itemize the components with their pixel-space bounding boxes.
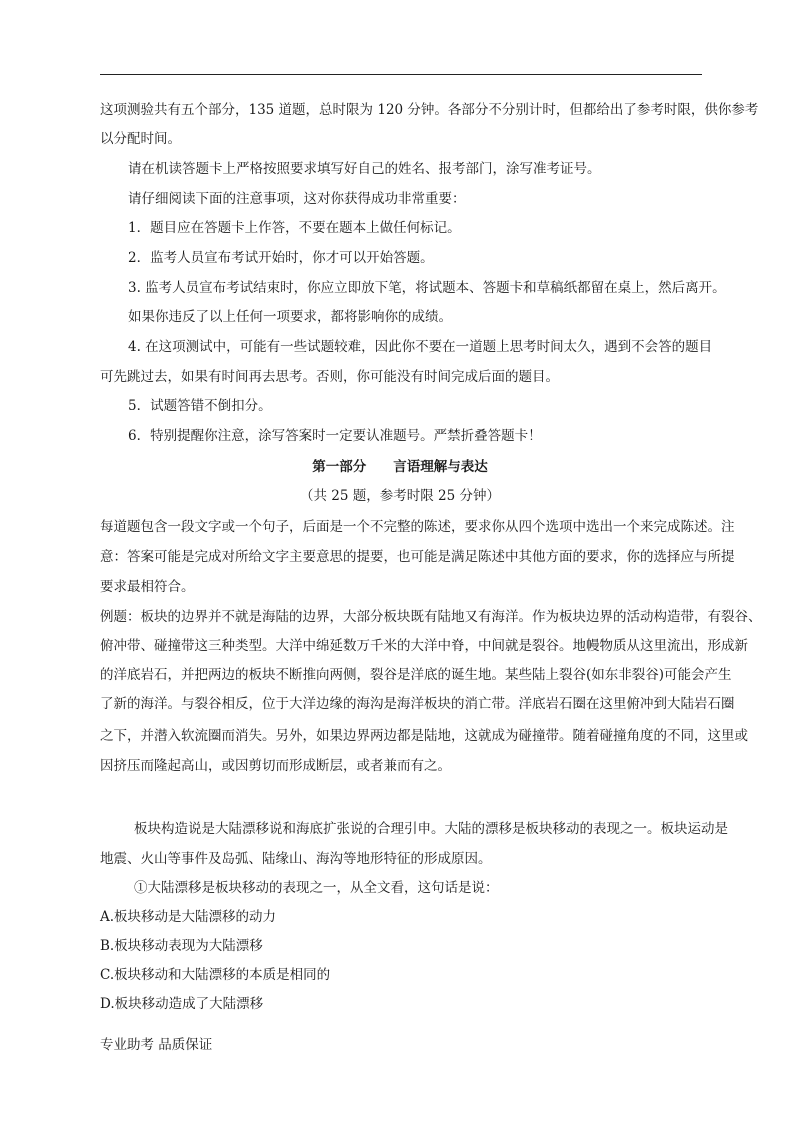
section-subtitle: （共 25 题，参考时限 25 分钟） [299, 488, 501, 504]
example-line-4: 了新的海洋。与裂谷相反，位于大洋边缘的海沟是海洋板块的消亡带。洋底岩石圈在这里俯冲到大陆岩石圈 [100, 696, 735, 712]
section-title: 第一部分 言语理解与表达 [312, 459, 488, 475]
option-c: C.板块移动和大陆漂移的本质是相同的 [100, 967, 331, 983]
option-a: A.板块移动是大陆漂移的动力 [100, 909, 277, 925]
passage-line-1: 板块构造说是大陆漂移说和海底扩张说的合理引申。大陆的漂移是板块移动的表现之一。板块运动是 [134, 821, 728, 837]
header-rule [100, 74, 702, 75]
note-3: 3. 监考人员宣布考试结束时，你应立即放下笔，将试题本、答题卡和草稿纸都留在桌上，然后离开。 [128, 280, 726, 296]
footer-slogan: 专业助考 品质保证 [100, 1037, 213, 1053]
example-line-1: 例题：板块的边界并不就是海陆的边界，大部分板块既有陆地又有海洋。作为板块边界的活动构造带，有裂谷、 [100, 609, 762, 625]
note-1: 1．题目应在答题卡上作答，不要在题本上做任何标记。 [128, 220, 461, 236]
option-b: B.板块移动表现为大陆漂移 [100, 938, 263, 954]
note-5: 5．试题答错不倒扣分。 [128, 398, 272, 414]
example-line-2: 俯冲带、碰撞带这三种类型。大洋中绵延数万千米的大洋中脊，中间就是裂谷。地幔物质从这里流出，形成新 [100, 638, 748, 654]
question-stem: ①大陆漂移是板块移动的表现之一，从全文看，这句话是说： [134, 880, 499, 896]
instruction-read-notes: 请仔细阅读下面的注意事项，这对你获得成功非常重要： [128, 191, 466, 207]
example-line-6: 因挤压而隆起高山，或因剪切而形成断层，或者兼而有之。 [100, 758, 451, 774]
note-4-line-1: 4. 在这项测试中，可能有一些试题较难，因此你不要在一道题上思考时间太久，遇到不会答的题目 [128, 339, 713, 355]
note-violation: 如果你违反了以上任何一项要求，都将影响你的成绩。 [128, 309, 452, 325]
example-line-5: 之下，并潜入软流圈而消失。另外，如果边界两边都是陆地，这就成为碰撞带。随着碰撞角度的不同，这里或 [100, 728, 748, 744]
example-line-3: 的洋底岩石，并把两边的板块不断推向两侧，裂谷是洋底的诞生地。某些陆上裂谷(如东非裂谷)可能会产生 [100, 667, 732, 683]
note-4-line-2: 可先跳过去，如果有时间再去思考。否则，你可能没有时间完成后面的题目。 [100, 369, 559, 385]
note-6: 6．特别提醒你注意，涂写答案时一定要认准题号。严禁折叠答题卡！ [128, 428, 542, 444]
option-d: D.板块移动造成了大陆漂移 [100, 996, 264, 1012]
directions-line-2: 意：答案可能是完成对所给文字主要意思的提要，也可能是满足陈述中其他方面的要求，你的选择应与所提 [100, 549, 735, 565]
directions-line-1: 每道题包含一段文字或一个句子，后面是一个不完整的陈述，要求你从四个选项中选出一个来完成陈述。注 [100, 519, 735, 535]
note-2: 2．监考人员宣布考试开始时，你才可以开始答题。 [128, 250, 434, 266]
passage-line-2: 地震、火山等事件及岛弧、陆缘山、海沟等地形特征的形成原因。 [100, 851, 492, 867]
instruction-fill-card: 请在机读答题卡上严格按照要求填写好自己的姓名、报考部门，涂写准考证号。 [128, 161, 601, 177]
intro-line-1: 这项测验共有五个部分，135 道题，总时限为 120 分钟。各部分不分别计时，但都给出了参考时限，供你参考 [100, 102, 759, 118]
directions-line-3: 要求最相符合。 [100, 579, 195, 595]
intro-line-2: 以分配时间。 [100, 131, 181, 147]
